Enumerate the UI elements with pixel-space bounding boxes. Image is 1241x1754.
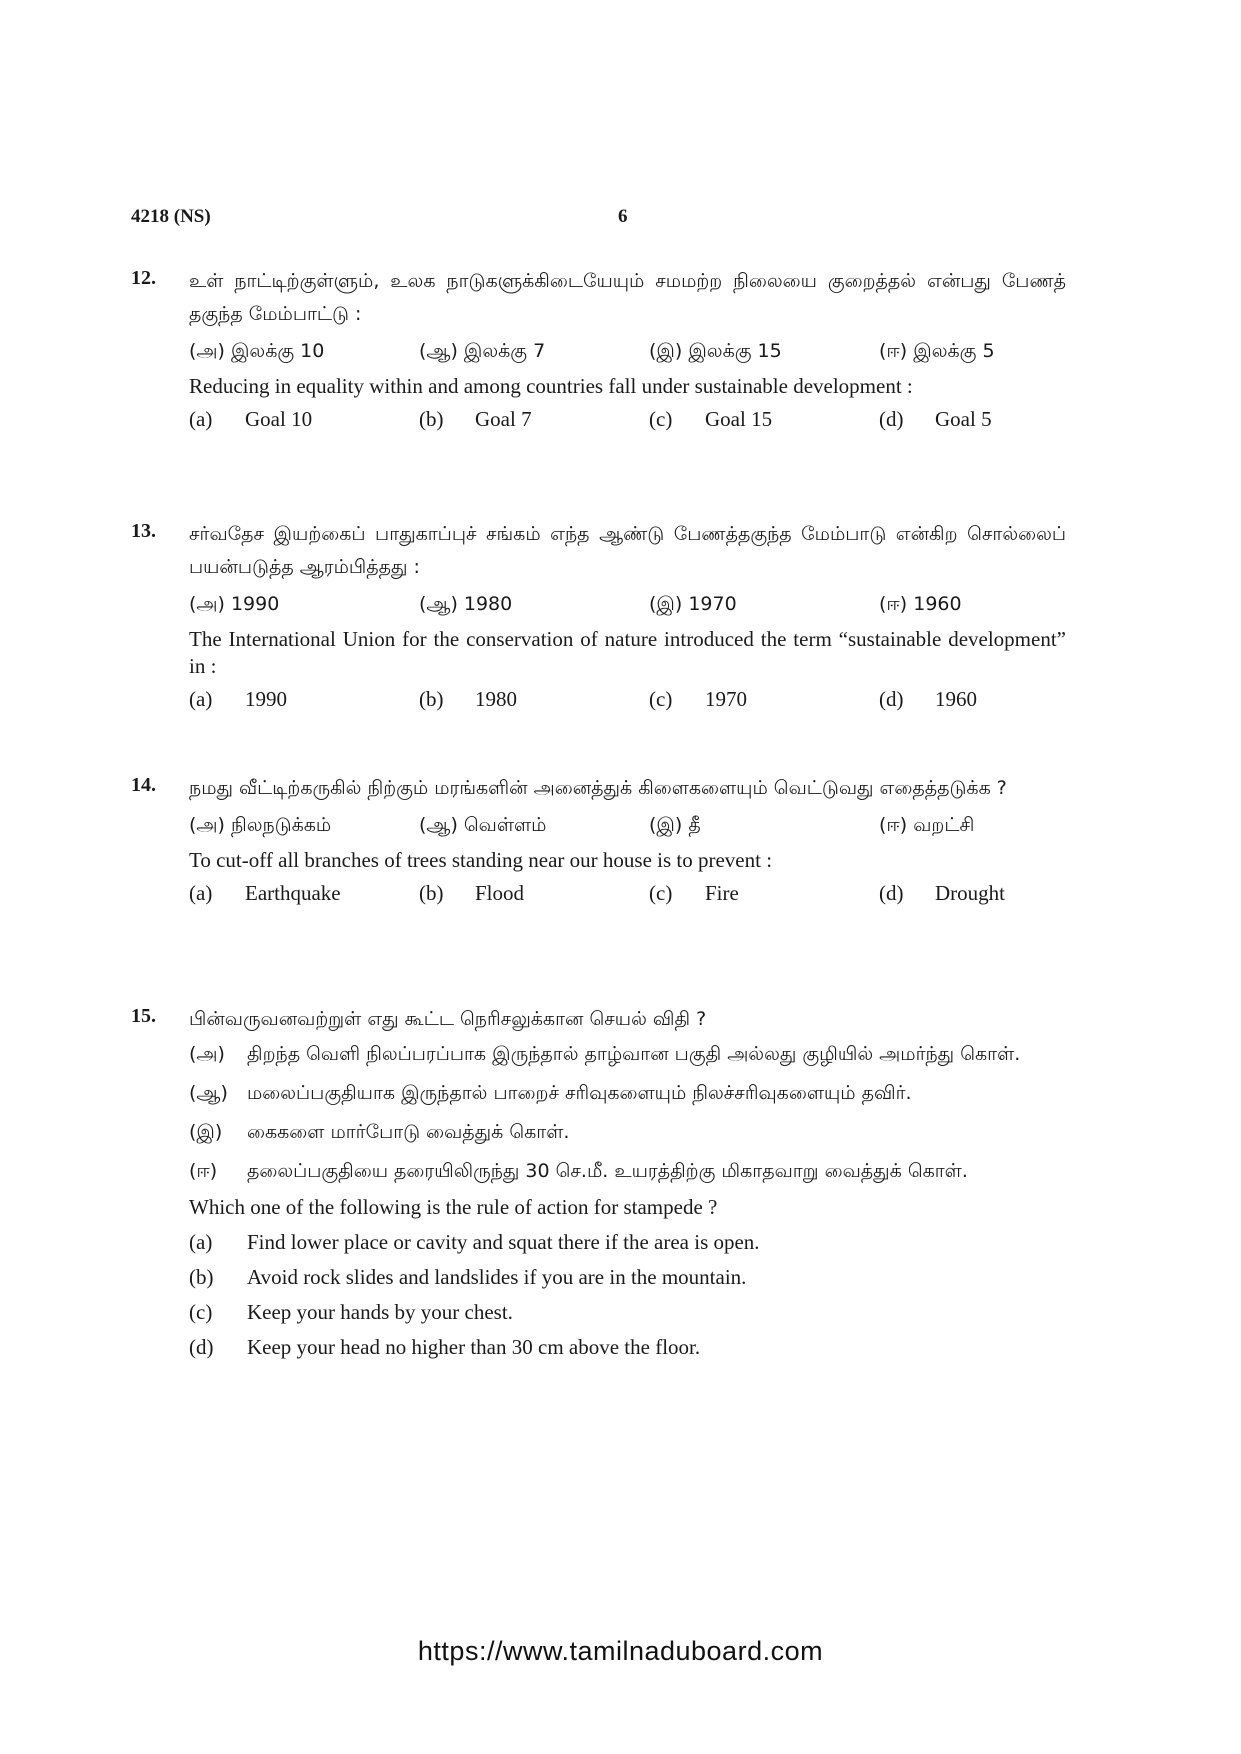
option-english-a: (a) Find lower place or cavity and squat there if the area is open. [189,1230,760,1254]
option-tamil-b: (ஆ) வெள்ளம் [419,814,547,836]
options-english [189,686,1066,720]
option-tamil-c: (இ) இலக்கு 15 [649,340,782,362]
option-tamil-b: (ஆ) மலைப்பகுதியாக இருந்தால் பாறைச் சரிவுகளையும் நிலச்சரிவுகளையும் தவிர். [189,1082,912,1104]
question-number: 14. [131,774,156,796]
option-english-a: (a) Earthquake [189,881,341,905]
option-english-b: (b) Goal 7 [419,407,532,431]
question-text-english: Which one of the following is the rule of action for stampede ? [189,1195,718,1219]
question-text-english: To cut-off all branches of trees standing near our house is to prevent : [189,848,773,872]
question-text-english: Reducing in equality within and among countries fall under sustainable development : [189,374,913,398]
option-english-c: (c) Goal 15 [649,407,773,431]
option-english-b: (b) Avoid rock slides and landslides if you are in the mountain. [189,1265,747,1289]
option-english-b: (b) 1980 [419,687,517,711]
option-tamil-c: (இ) 1970 [649,593,737,615]
option-tamil-b: (ஆ) இலக்கு 7 [419,340,546,362]
option-tamil-a: (அ) 1990 [189,593,280,615]
option-english-a: (a) Goal 10 [189,407,313,431]
option-tamil-c: (இ) கைகளை மார்போடு வைத்துக் கொள். [189,1121,570,1143]
question-14 [131,772,1066,962]
question-number: 13. [131,520,156,542]
option-tamil-d: (ஈ) 1960 [879,593,962,615]
option-english-d: (d) Goal 5 [879,407,992,431]
option-english-d: (d) Keep your head no higher than 30 cm above the floor. [189,1335,701,1359]
option-tamil-b: (ஆ) 1980 [419,593,513,615]
option-english-c: (c) Keep your hands by your chest. [189,1300,513,1324]
question-text-tamil: நமது வீட்டிற்கருகில் நிற்கும் மரங்களின் அனைத்துக் கிளைகளையும் வெட்டுவது எதைத்தடுக்க ? [189,777,1007,799]
options-tamil [189,592,1066,626]
question-13 [131,518,1066,728]
question-text-tamil: உள் நாட்டிற்குள்ளும், உலக நாடுகளுக்கிடையேயும் சமமற்ற நிலையை குறைத்தல் என்பது பேணத் தகுந்த மேம்பாட்டு : [189,270,1066,325]
option-tamil-a: (அ) நிலநடுக்கம் [189,814,332,836]
options-tamil [189,339,1066,373]
options-english [189,406,1066,440]
option-english-b: (b) Flood [419,881,525,905]
option-tamil-d: (ஈ) வறட்சி [879,814,975,836]
options-tamil [189,813,1066,847]
option-english-d: (d) Drought [879,881,1005,905]
question-12 [131,265,1066,475]
page-header [131,206,631,236]
question-15 [131,1003,1066,1523]
question-number: 15. [131,1005,156,1027]
option-tamil-d: (ஈ) இலக்கு 5 [879,340,995,362]
option-english-a: (a) 1990 [189,687,287,711]
page-number: 6 [618,206,628,227]
option-tamil-c: (இ) தீ [649,814,701,836]
options-english [189,880,1066,914]
footer-url: https://www.tamilnaduboard.com [417,1636,824,1666]
option-english-d: (d) 1960 [879,687,977,711]
option-tamil-a: (அ) இலக்கு 10 [189,340,325,362]
question-number: 12. [131,267,156,289]
question-text-tamil: சர்வதேச இயற்கைப் பாதுகாப்புச் சங்கம் எந்த ஆண்டு பேணத்தகுந்த மேம்பாடு என்கிற சொல்லைப் பயன்படுத்த ஆரம்பித்தது : [189,523,1066,578]
option-english-c: (c) 1970 [649,687,747,711]
question-text-english: The International Union for the conservation of nature introduced the term “sustainable development” in : [189,627,1066,678]
option-tamil-a: (அ) திறந்த வெளி நிலப்பரப்பாக இருந்தால் தாழ்வான பகுதி அல்லது குழியில் அமர்ந்து கொள். [189,1043,1021,1065]
option-tamil-d: (ஈ) தலைப்பகுதியை தரையிலிருந்து 30 செ.மீ. உயரத்திற்கு மிகாதவாறு வைத்துக் கொள். [189,1160,968,1182]
paper-code: 4218 (NS) [131,206,211,227]
question-text-tamil: பின்வருவனவற்றுள் எது கூட்ட நெரிசலுக்கான செயல் விதி ? [189,1008,707,1030]
option-english-c: (c) Fire [649,881,739,905]
